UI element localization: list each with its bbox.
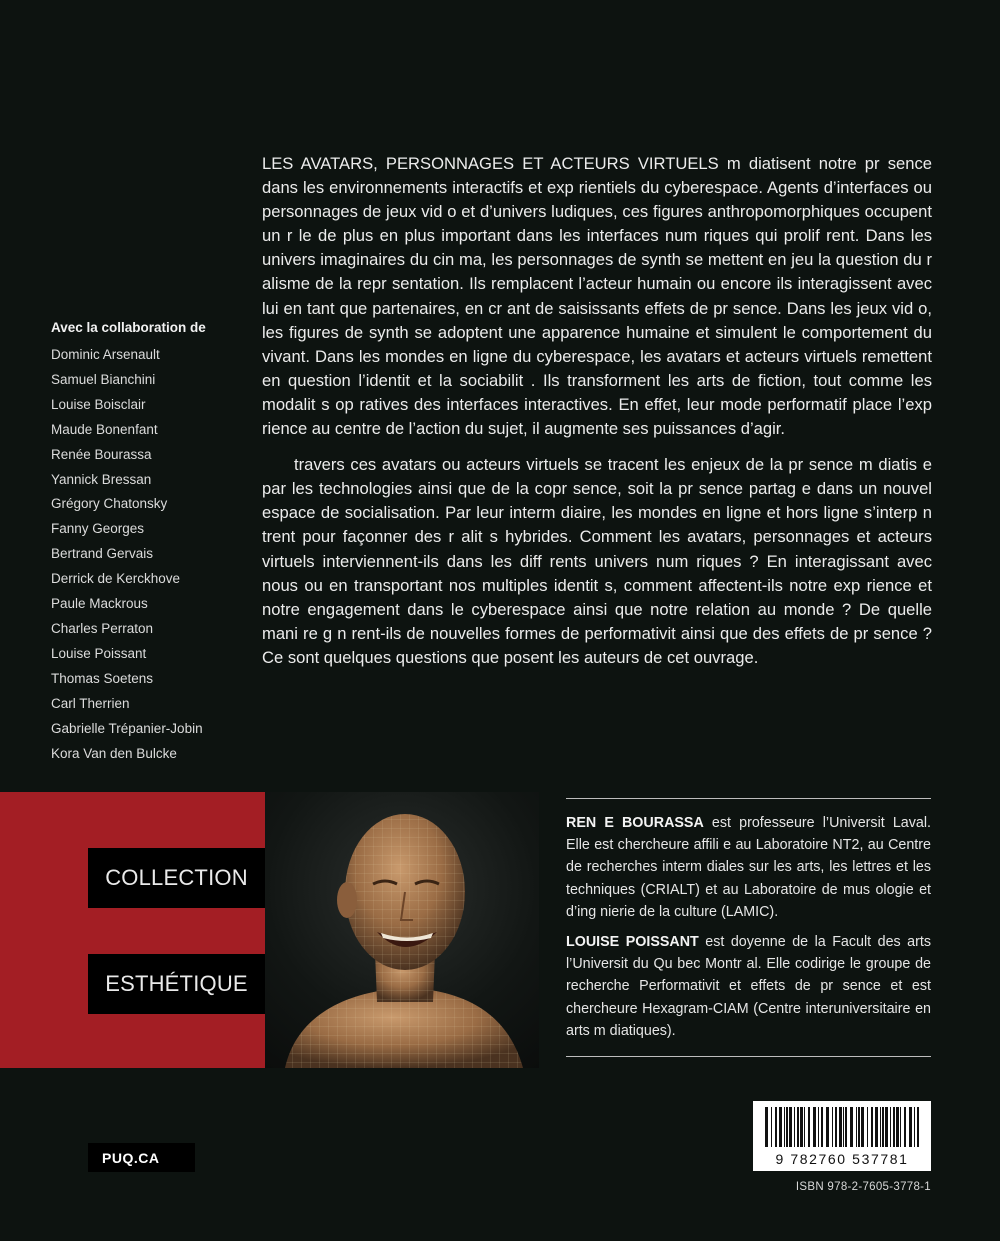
collaborator-name: Grégory Chatonsky bbox=[51, 496, 168, 512]
collaborator-name: Renée Bourassa bbox=[51, 446, 152, 462]
collaborator-name: Gabrielle Trépanier-Jobin bbox=[51, 720, 203, 736]
barcode-bar bbox=[775, 1107, 777, 1147]
virtual-head-illustration bbox=[265, 792, 539, 1068]
publisher-logo[interactable]: PUQ.CA bbox=[88, 1143, 195, 1172]
author-text-bourassa: est professeure l’Universit Laval. Elle est chercheure affili e au Laboratoire NT2, au Centre de recherches interm diales sur les arts, les lettres et les techniques (CRIALT) et au Laboratoire de mus ologie et d’ing nierie de la culture (LAMIC). bbox=[566, 815, 931, 920]
collaborator-names bbox=[51, 343, 251, 766]
barcode-bar bbox=[843, 1107, 844, 1147]
barcode-bar bbox=[789, 1107, 792, 1147]
barcode-bar bbox=[904, 1107, 906, 1147]
barcode-bar bbox=[871, 1107, 873, 1147]
barcode-bar bbox=[893, 1107, 895, 1147]
collaborators-title: Avec la collaboration de bbox=[51, 320, 206, 335]
bio-bottom-rule bbox=[566, 1056, 931, 1057]
author-bio-bourassa bbox=[566, 812, 931, 923]
barcode-bar bbox=[800, 1107, 803, 1147]
barcode-bar bbox=[858, 1107, 860, 1147]
barcode-bar bbox=[867, 1107, 868, 1147]
barcode-bar bbox=[896, 1107, 899, 1147]
collaborator-name: Derrick de Kerckhove bbox=[51, 571, 181, 587]
barcode-bar bbox=[808, 1107, 810, 1147]
barcode-bar bbox=[771, 1107, 772, 1147]
barcode-bar bbox=[909, 1107, 912, 1147]
barcode-bar bbox=[882, 1107, 884, 1147]
author-name-poissant: LOUISE POISSANT bbox=[566, 934, 699, 951]
collection-label: COLLECTION bbox=[88, 848, 265, 908]
collaborator-name: Fanny Georges bbox=[51, 521, 145, 537]
barcode-bar bbox=[765, 1107, 768, 1147]
authors-bio bbox=[566, 798, 931, 1057]
barcode-bar bbox=[875, 1107, 878, 1147]
barcode-bar bbox=[818, 1107, 819, 1147]
collaborator-name: Louise Poissant bbox=[51, 645, 147, 661]
barcode-bar bbox=[832, 1107, 833, 1147]
barcode-bar bbox=[786, 1107, 788, 1147]
collection-red-band bbox=[0, 792, 265, 1068]
barcode-bar bbox=[826, 1107, 829, 1147]
barcode-bar bbox=[845, 1107, 847, 1147]
description-paragraph-1: LES AVATARS, PERSONNAGES ET ACTEURS VIRTUELS m diatisent notre pr sence dans les environnements interactifs et exp rientiels du cyberespace. Agents d’interfaces ou personnages de jeux vid o et d’univers ludiques, ces figures anthropomorphiques occupent un r le de plus en plus important dans les interfaces num riques qui prolif rent. Dans les univers imaginaires du cin ma, les personnages de synth se mettent en jeu la question du r alisme de la repr sentation. Ils remplacent l’acteur humain ou encore ils interagissent avec lui en tant que partenaires, en cr ant de saisissants effets de pr sence. Dans les jeux vid o, les figures de synth se adoptent une apparence humaine et simulent le comportement du vivant. Dans les mondes en ligne du cyberespace, les avatars et acteurs virtuels remettent en question l’identit et la sociabilit . Ils transforment les arts de fiction, tout comme les modalit s op ratives des interfaces interactives. En effet, leur mode performatif place l’exp rience au centre de l’action du sujet, il augmente ses puissances d’agir. bbox=[262, 154, 932, 439]
collaborator-name: Samuel Bianchini bbox=[51, 371, 156, 387]
barcode-bar bbox=[880, 1107, 881, 1147]
collaborator-name: Paule Mackrous bbox=[51, 596, 148, 612]
collaborator-name: Dominic Arsenault bbox=[51, 347, 160, 362]
collaborator-name: Kora Van den Bulcke bbox=[51, 745, 177, 761]
barcode-bar bbox=[784, 1107, 785, 1147]
barcode-bar bbox=[839, 1107, 842, 1147]
barcode-bars bbox=[753, 1101, 931, 1153]
barcode-bar bbox=[856, 1107, 857, 1147]
barcode-bar bbox=[813, 1107, 816, 1147]
back-cover-description bbox=[262, 152, 932, 670]
isbn-number: ISBN 978-2-7605-3778-1 bbox=[795, 1181, 931, 1193]
barcode-bar bbox=[885, 1107, 888, 1147]
barcode-bar bbox=[794, 1107, 795, 1147]
collaborator-name: Bertrand Gervais bbox=[51, 546, 154, 562]
author-name-bourassa: REN E BOURASSA bbox=[566, 815, 704, 831]
barcode-bar bbox=[797, 1107, 799, 1147]
collaborators-list bbox=[51, 320, 251, 766]
barcode-bar bbox=[850, 1107, 853, 1147]
author-bio-poissant bbox=[566, 931, 931, 1042]
collaborator-name: Louise Boisclair bbox=[51, 396, 146, 412]
bio-top-rule bbox=[566, 798, 931, 799]
barcode-digits: 9 782760 537781 bbox=[775, 1151, 909, 1167]
barcode-bar bbox=[917, 1107, 919, 1147]
barcode-bar bbox=[779, 1107, 782, 1147]
collaborator-name: Carl Therrien bbox=[51, 695, 130, 711]
barcode-bar bbox=[900, 1107, 901, 1147]
description-paragraph-2: travers ces avatars ou acteurs virtuels se tracent les enjeux de la pr sence m diatis e par les technologies ainsi que de la copr sence, soit la pr sence partag e dans un nouvel espace de socialisation. Par leur interm diaire, les mondes en ligne et hors ligne s’interp n trent pour façonner des r alit s hybrides. Comment les avatars, personnages et acteurs virtuels interviennent-ils dans les diff rents univers num riques ? En interagissant avec nous ou en transportant nos multiples identit s, comment affectent-ils notre exp rience et notre engagement dans le cyberespace ainsi que notre relation au monde ? De quelle mani re g n rent-ils de nouvelles formes de performativit ainsi que des effets de pr sence ? Ce sont quelques questions que posent les auteurs de cet ouvrage. bbox=[262, 455, 932, 667]
collaborator-name: Charles Perraton bbox=[51, 620, 154, 636]
collaborator-name: Yannick Bressan bbox=[51, 471, 152, 487]
cover-portrait-image bbox=[265, 792, 539, 1068]
barcode bbox=[753, 1101, 931, 1171]
barcode-bar bbox=[821, 1107, 823, 1147]
barcode-bar bbox=[914, 1107, 915, 1147]
barcode-bar bbox=[890, 1107, 891, 1147]
barcode-bar bbox=[861, 1107, 864, 1147]
collaborator-name: Maude Bonenfant bbox=[51, 421, 158, 437]
collaborator-name: Thomas Soetens bbox=[51, 670, 154, 686]
barcode-bar bbox=[835, 1107, 837, 1147]
author-text-poissant: est doyenne de la Facult des arts l’Universit du Qu bec Montr al. Elle codirige le groupe de recherche Performativit et effets de pr sence et est chercheure Hexagram-CIAM (Centre interuniversitaire en arts m diatiques). bbox=[566, 934, 931, 1039]
collection-name-label: ESTHÉTIQUE bbox=[88, 954, 265, 1014]
barcode-bar bbox=[804, 1107, 805, 1147]
